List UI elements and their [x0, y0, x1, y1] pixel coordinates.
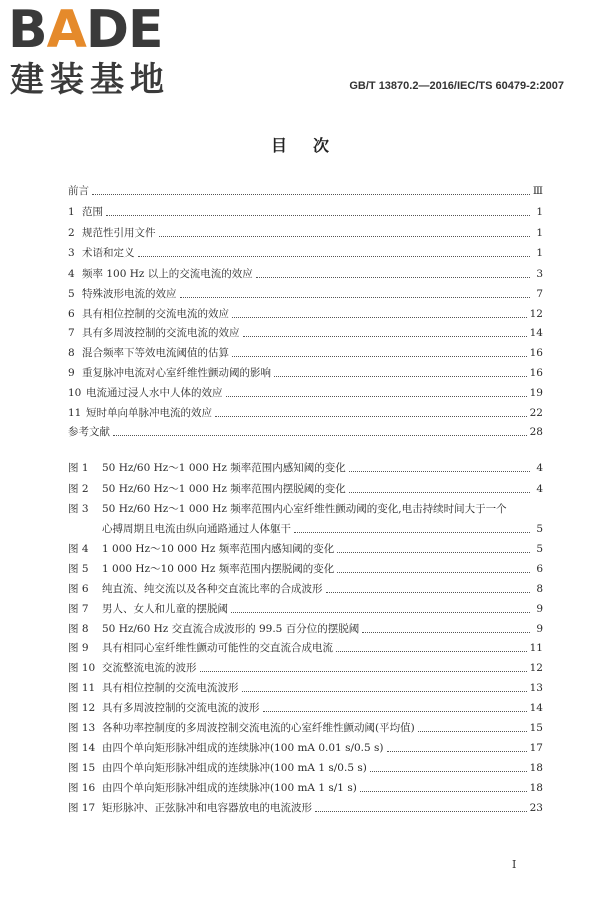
figure-entry[interactable]: 图 16 由四个单向矩形脉冲组成的连续脉冲(100 mA 1 s/1 s) 18	[68, 782, 543, 794]
page-number: I	[512, 858, 517, 871]
figure-entry[interactable]: 图 4 1 000 Hz～10 000 Hz 频率范围内感知阈的变化 5	[68, 543, 543, 555]
figure-entry[interactable]: 图 11 具有相位控制的交流电流波形 13	[68, 682, 543, 694]
toc-entry[interactable]: 5 特殊波形电流的效应 7	[68, 288, 543, 300]
toc-entry[interactable]: 11 短时单向单脉冲电流的效应 22	[68, 407, 543, 419]
toc-entry[interactable]: 7 具有多周波控制的交流电流的效应 14	[68, 327, 543, 339]
toc-entry[interactable]: 10 电流通过浸人水中人体的效应 19	[68, 387, 543, 399]
figure-entry[interactable]: 图 3 50 Hz/60 Hz～1 000 Hz 频率范围内心室纤维性颤动阈的变化,电击持续时间大于一个	[68, 503, 507, 515]
toc-entry[interactable]: 8 混合频率下等效电流阈值的估算 16	[68, 347, 543, 359]
figure-entry[interactable]: 图 8 50 Hz/60 Hz 交直流合成波形的 99.5 百分位的摆脱阈 9	[68, 623, 543, 635]
bade-logo	[8, 0, 178, 102]
figure-entry[interactable]: 图 13 各种功率控制度的多周波控制交流电流的心室纤维性颤动阈(平均值) 15	[68, 722, 543, 734]
toc-entry-foreword[interactable]: 前言 Ⅲ	[68, 185, 543, 197]
toc-entry-references[interactable]: 参考文献 28	[68, 426, 543, 438]
toc-entry[interactable]: 2 规范性引用文件 1	[68, 227, 543, 239]
figure-entry[interactable]: 图 15 由四个单向矩形脉冲组成的连续脉冲(100 mA 1 s/0.5 s) 18	[68, 762, 543, 774]
logo-wordmark: BADE	[8, 0, 163, 60]
logo-subtitle: 建装基地	[10, 60, 170, 100]
figure-entry[interactable]: 图 9 具有相同心室纤维性颤动可能性的交直流合成电流 11	[68, 642, 543, 654]
toc-entry[interactable]: 9 重复脉冲电流对心室纤维性颤动阈的影响 16	[68, 367, 543, 379]
figure-entry[interactable]: 图 5 1 000 Hz～10 000 Hz 频率范围内摆脱阈的变化 6	[68, 563, 543, 575]
figure-entry[interactable]: 图 2 50 Hz/60 Hz～1 000 Hz 频率范围内摆脱阈的变化 4	[68, 483, 543, 495]
figure-entry[interactable]: 图 10 交流整流电流的波形 12	[68, 662, 543, 674]
figure-entry[interactable]: 图 1 50 Hz/60 Hz～1 000 Hz 频率范围内感知阈的变化 4	[68, 462, 543, 474]
standard-code: GB/T 13870.2—2016/IEC/TS 60479-2:2007	[349, 80, 564, 92]
figure-entry[interactable]: 图 12 具有多周波控制的交流电流的波形 14	[68, 702, 543, 714]
toc-entry[interactable]: 6 具有相位控制的交流电流的效应 12	[68, 308, 543, 320]
toc-entry[interactable]: 1 范围 1	[68, 206, 543, 218]
toc-entry[interactable]: 3 术语和定义 1	[68, 247, 543, 259]
figure-entry[interactable]: 图 17 矩形脉冲、正弦脉冲和电容器放电的电流波形 23	[68, 802, 543, 814]
figure-entry[interactable]: 图 14 由四个单向矩形脉冲组成的连续脉冲(100 mA 0.01 s/0.5 s) 17	[68, 742, 543, 754]
toc-entry[interactable]: 4 频率 100 Hz 以上的交流电流的效应 3	[68, 268, 543, 280]
page-title: 目次	[270, 136, 355, 155]
figure-entry[interactable]: 图 7 男人、女人和儿童的摆脱阈 9	[68, 603, 543, 615]
figure-entry[interactable]: 图 6 纯直流、纯交流以及各种交直流比率的合成波形 8	[68, 583, 543, 595]
figure-entry-continuation[interactable]: 心搏周期且电流由纵向通路通过人体躯干 5	[102, 523, 543, 535]
